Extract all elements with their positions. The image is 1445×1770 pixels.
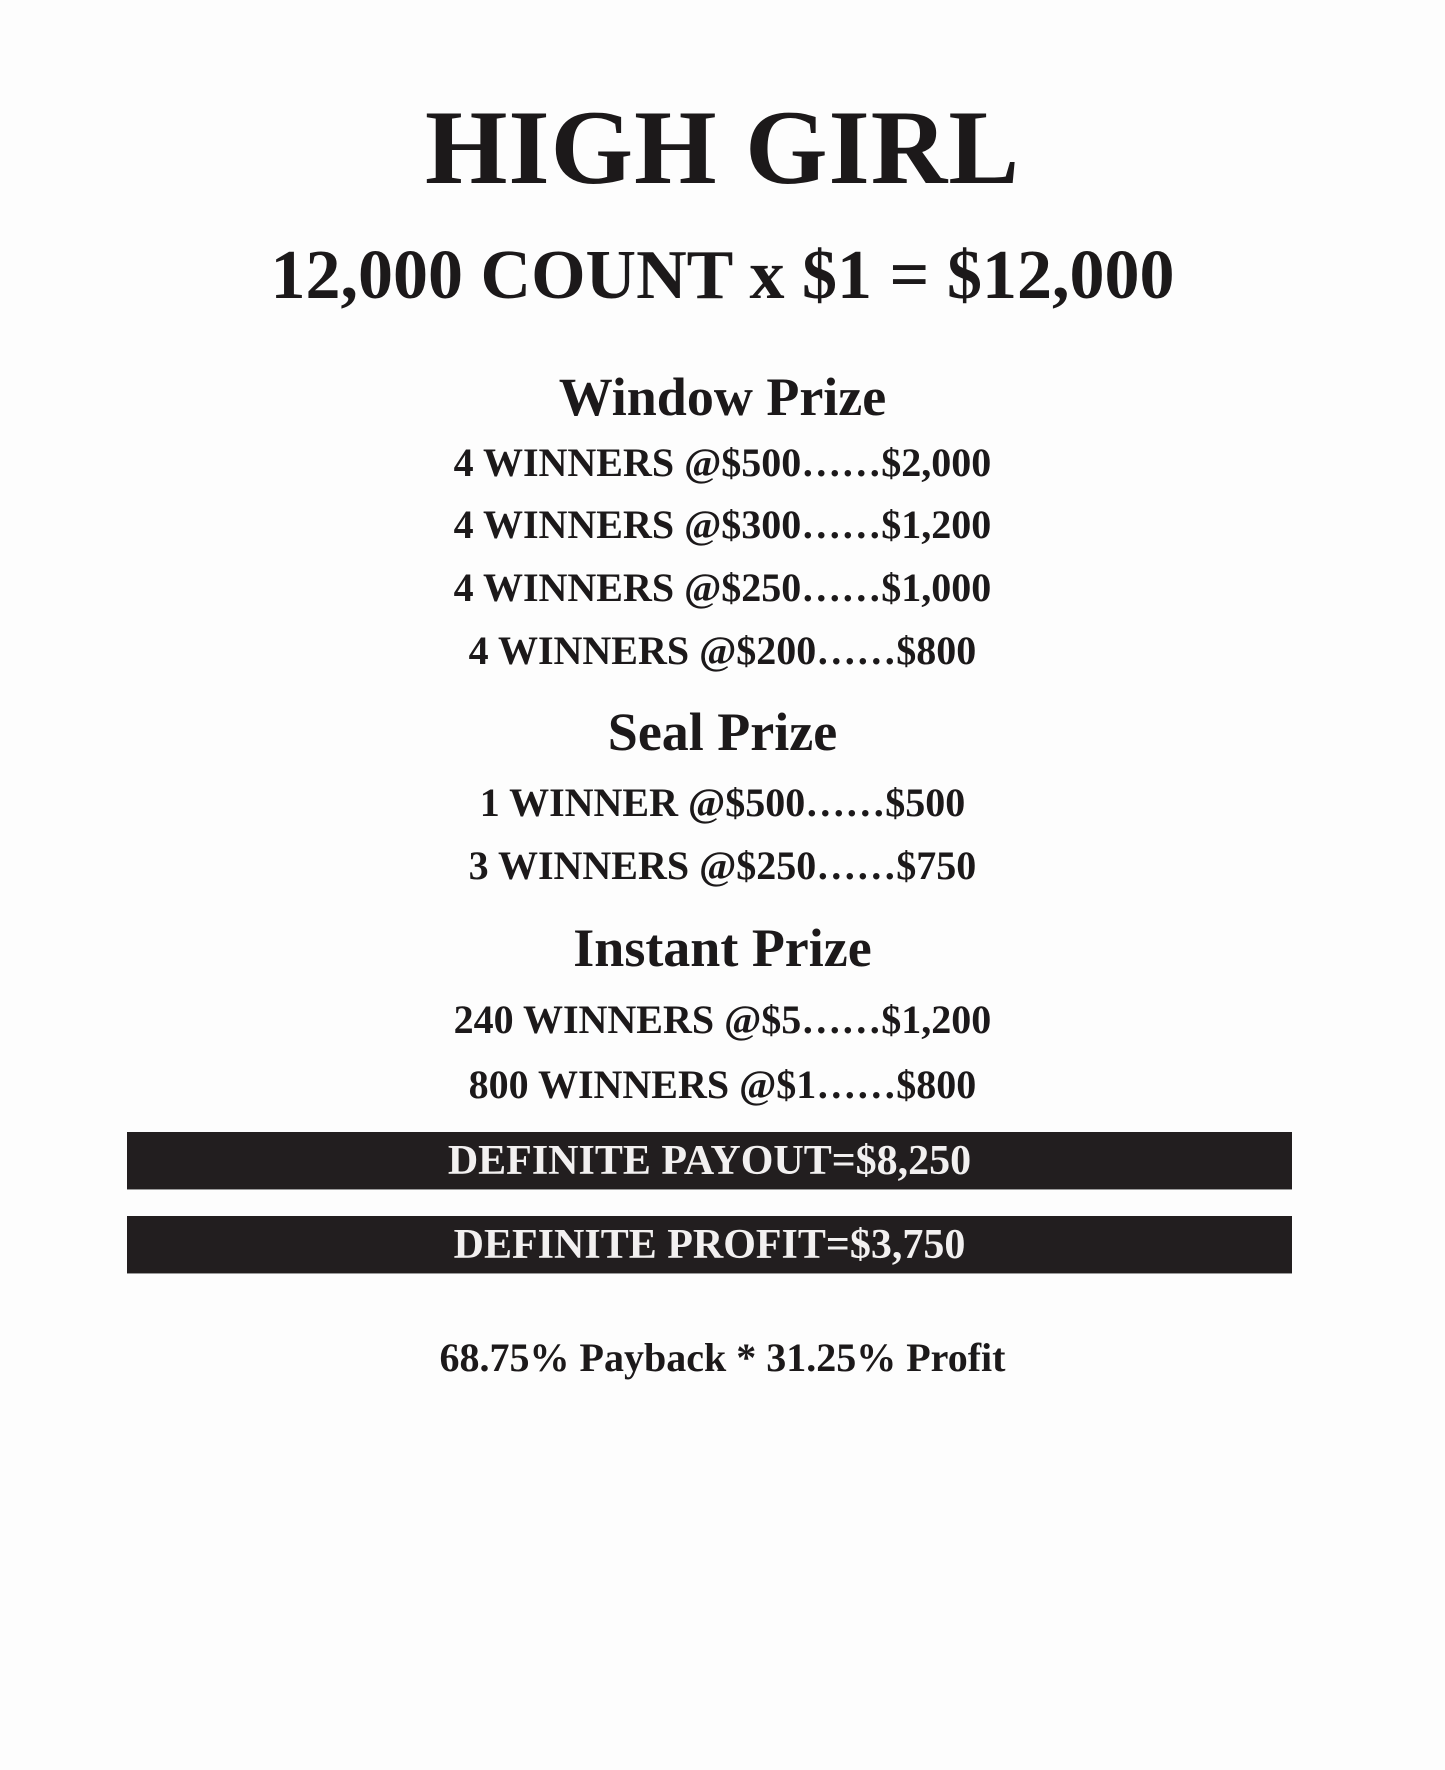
section-heading-seal-prize: Seal Prize bbox=[607, 702, 838, 762]
section-heading-instant-prize: Instant Prize bbox=[573, 918, 872, 978]
prize-line: 800 WINNERS @$1……$800 bbox=[468, 1062, 977, 1107]
prize-line: 4 WINNERS @$500……$2,000 bbox=[453, 440, 992, 485]
payback-profit-line: 68.75% Payback * 31.25% Profit bbox=[439, 1335, 1006, 1380]
section-heading-window-prize: Window Prize bbox=[558, 367, 887, 427]
definite-profit-label: DEFINITE PROFIT=$3,750 bbox=[453, 1221, 966, 1268]
definite-profit-banner bbox=[127, 1216, 1292, 1273]
count-line: 12,000 COUNT x $1 = $12,000 bbox=[270, 237, 1175, 314]
prize-line: 4 WINNERS @$300……$1,200 bbox=[453, 502, 992, 547]
definite-payout-label: DEFINITE PAYOUT=$8,250 bbox=[447, 1137, 972, 1184]
prize-line: 4 WINNERS @$250……$1,000 bbox=[453, 565, 992, 610]
prize-line: 240 WINNERS @$5……$1,200 bbox=[453, 997, 992, 1042]
prize-line: 3 WINNERS @$250……$750 bbox=[468, 843, 977, 888]
definite-payout-banner bbox=[127, 1132, 1292, 1189]
prize-line: 4 WINNERS @$200……$800 bbox=[468, 628, 977, 673]
game-title: HIGH GIRL bbox=[424, 89, 1021, 206]
prize-line: 1 WINNER @$500……$500 bbox=[479, 780, 966, 825]
